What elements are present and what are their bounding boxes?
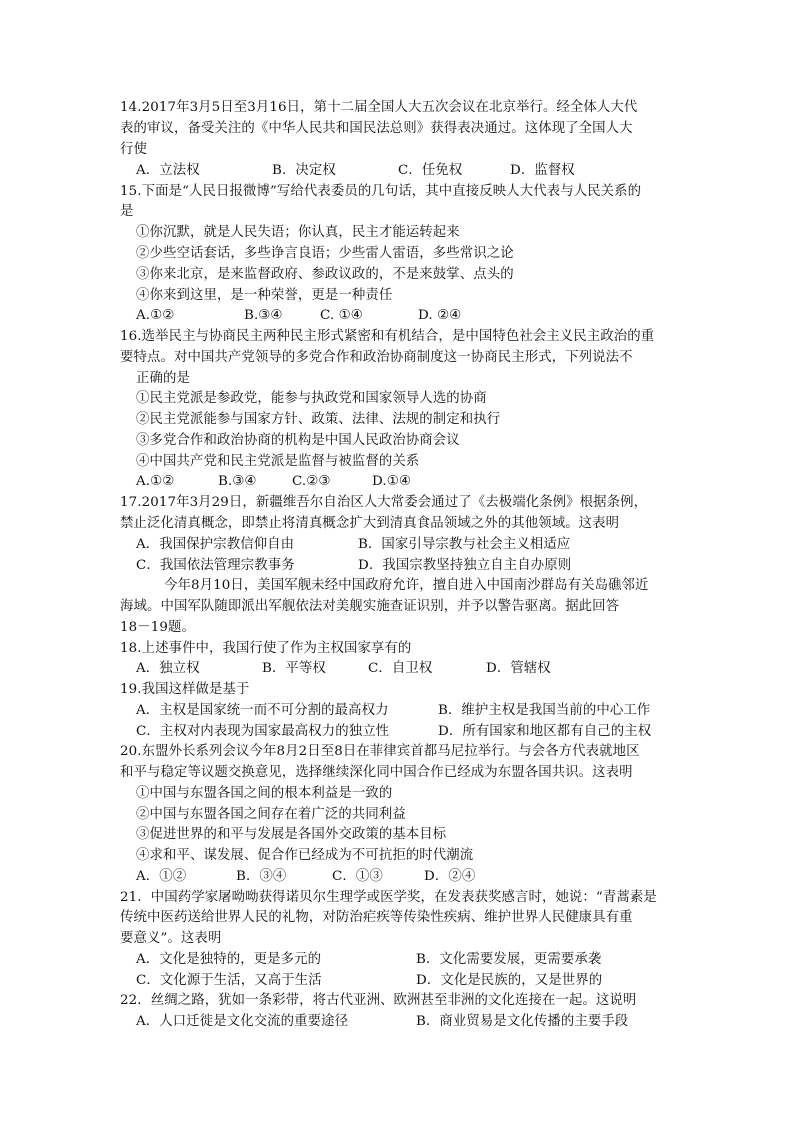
q19-option-c: C．主权对内表现为国家最高权力的独立性 — [136, 724, 390, 739]
q21-stem-line1: 21．中国药学家屠呦呦获得诺贝尔生理学或医学奖，在发表获奖感言时，她说：“青蒿素是 — [120, 890, 657, 905]
q21-stem-line3: 要意义”。这表明 — [120, 931, 222, 946]
q15-item-3: ③你来北京，是来监督政府、参政议政的，不是来鼓掌、点头的 — [136, 267, 514, 282]
q16-option-b: B.③④ — [218, 474, 257, 489]
q19-stem-line1: 19.我国这样做是基于 — [120, 682, 250, 697]
q16-option-a: A.①② — [136, 474, 175, 489]
q19-option-d: D．所有国家和地区都有自己的主权 — [438, 724, 652, 739]
q16-item-1: ①民主党派是参政党，能参与执政党和国家领导人选的协商 — [136, 391, 487, 406]
q15-item-4: ④你来到这里，是一种荣誉，更是一种责任 — [136, 288, 393, 303]
q14-stem-line2: 表的审议，备受关注的《中华人民共和国民法总则》获得表决通过。这体现了全国人大 — [120, 121, 633, 136]
q21-option-b: B．文化需要发展，更需要承袭 — [416, 952, 602, 967]
material-line2: 海域。中国军队随即派出军舰依法对美舰实施查证识别，并予以警告驱离。据此回答 — [120, 599, 620, 614]
q21-option-d: D．文化是民族的，又是世界的 — [416, 973, 603, 988]
q17-option-b: B．国家引导宗教与社会主义相适应 — [358, 537, 571, 552]
q20-stem-line1: 20.东盟外长系列会议今年8月2日至8日在菲律宾首都马尼拉举行。与会各方代表就地区 — [120, 744, 640, 759]
q20-item-3: ③促进世界的和平与发展是各国外交政策的基本目标 — [136, 827, 447, 842]
q22-option-b: B．商业贸易是文化传播的主要手段 — [416, 1014, 629, 1029]
q22-stem-line1: 22．丝绸之路，犹如一条彩带，将古代亚洲、欧洲甚至非洲的文化连接在一起。这说明 — [120, 993, 637, 1008]
q18-option-a: A．独立权 — [136, 661, 200, 676]
q20-item-2: ②中国与东盟各国之间存在着广泛的共同利益 — [136, 807, 406, 822]
q17-option-a: A．我国保护宗教信仰自由 — [136, 537, 295, 552]
q20-item-4: ④求和平、谋发展、促合作已经成为不可抗拒的时代潮流 — [136, 848, 474, 863]
q14-option-d: D．监督权 — [510, 163, 575, 178]
material-line3: 18－19题。 — [120, 620, 195, 635]
q22-option-a: A．人口迁徙是文化交流的重要途径 — [136, 1014, 349, 1029]
q15-option-b: B.③④ — [244, 308, 283, 323]
q16-option-d: D.①④ — [372, 474, 411, 489]
q19-option-a: A．主权是国家统一而不可分割的最高权力 — [136, 703, 389, 718]
q18-option-b: B．平等权 — [262, 661, 326, 676]
q15-item-2: ②少些空话套话，多些诤言良语；少些雷人雷语，多些常识之论 — [136, 246, 514, 261]
q16-stem-line1: 16.选举民主与协商民主两种民主形式紧密和有机结合，是中国特色社会主义民主政治的重 — [120, 329, 655, 344]
q17-option-d: D．我国宗教坚持独立自主自办原则 — [358, 558, 572, 573]
q18-option-c: C．自卫权 — [368, 661, 433, 676]
q16-item-4: ④中国共产党和民主党派是监督与被监督的关系 — [136, 454, 420, 469]
q15-stem-line1: 15.下面是“人民日报微博”写给代表委员的几句话，其中直接反映人大代表与人民关系的 — [120, 184, 642, 199]
q20-item-1: ①中国与东盟各国之间的根本利益是一致的 — [136, 786, 393, 801]
q20-option-d: D．②④ — [424, 869, 476, 884]
q16-option-c: C.②③ — [292, 474, 331, 489]
q14-stem-line1: 14.2017年3月5日至3月16日，第十二届全国人大五次会议在北京举行。经全体人大代 — [120, 100, 638, 115]
q15-option-c: C. ①④ — [320, 308, 363, 323]
q15-stem-line2: 是 — [120, 204, 134, 219]
q16-stem-line2: 要特点。对中国共产党领导的多党合作和政治协商制度这一协商民主形式，下列说法不 — [120, 350, 633, 365]
q19-option-b: B．维护主权是我国当前的中心工作 — [438, 703, 651, 718]
q17-stem-line2: 禁止泛化清真概念，即禁止将清真概念扩大到清真食品领域之外的其他领域。这表明 — [120, 516, 620, 531]
q15-option-a: A.①② — [136, 308, 175, 323]
q18-stem-line1: 18.上述事件中，我国行使了作为主权国家享有的 — [120, 641, 412, 656]
q20-stem-line2: 和平与稳定等议题交换意见，选择继续深化同中国合作已经成为东盟各国共识。这表明 — [120, 765, 633, 780]
q16-item-3: ③多党合作和政治协商的机构是中国人民政治协商会议 — [136, 433, 460, 448]
q21-stem-line2: 传统中医药送给世界人民的礼物，对防治疟疾等传染性疾病、维护世界人民健康具有重 — [120, 910, 633, 925]
q21-option-a: A．文化是独特的，更是多元的 — [136, 952, 322, 967]
q16-stem-line3: 正确的是 — [136, 371, 190, 386]
q17-option-c: C．我国依法管理宗教事务 — [136, 558, 295, 573]
q21-option-c: C．文化源于生活，又高于生活 — [136, 973, 322, 988]
q20-option-c: C．①③ — [332, 869, 383, 884]
q18-option-d: D．管辖权 — [486, 661, 551, 676]
q17-stem-line1: 17.2017年3月29日，新疆维吾尔自治区人大常委会通过了《去极端化条例》根据条例， — [120, 495, 648, 510]
q20-option-b: B．③④ — [236, 869, 287, 884]
material-line1: 今年8月10日，美国军舰未经中国政府允许，擅自进入中国南沙群岛有关岛礁邻近 — [164, 578, 649, 593]
q14-stem-line3: 行使 — [120, 142, 147, 157]
q14-option-a: A．立法权 — [136, 163, 200, 178]
q14-option-c: C．任免权 — [398, 163, 463, 178]
q15-option-d: D. ②④ — [418, 308, 462, 323]
q16-item-2: ②民主党派能参与国家方针、政策、法律、法规的制定和执行 — [136, 412, 501, 427]
q14-option-b: B．决定权 — [272, 163, 336, 178]
q15-item-1: ①你沉默，就是人民失语；你认真，民主才能运转起来 — [136, 225, 460, 240]
q20-option-a: A．①② — [136, 869, 187, 884]
